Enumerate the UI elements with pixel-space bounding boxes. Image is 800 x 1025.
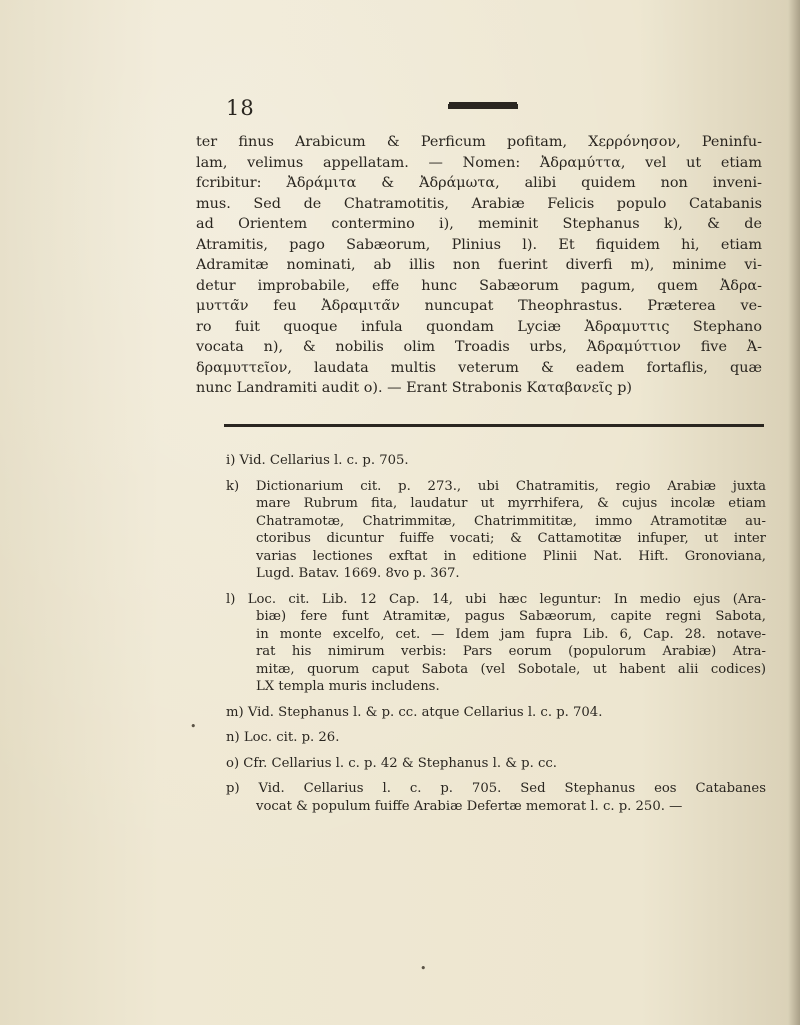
footnote-line: p) Vid. Cellarius l. c. p. 705. Sed Stephanus eos Catabanes (226, 781, 766, 796)
text-line: Atramitis, pago Sabæorum, Plinius l). Et fiquidem hi, etiam (196, 236, 762, 253)
page-number: 18 (226, 96, 255, 120)
page-edge-shadow (788, 0, 800, 1025)
text-line: ad Orientem contermino i), meminit Stephanus k), & de (196, 216, 762, 232)
text-line: ter finus Arabicum & Perficum pofitam, Χερρόνησον, Peninfu- (196, 134, 762, 150)
footnote-line: biæ) fere funt Atramitæ, pagus Sabæorum, capite regni Sabota, (256, 609, 766, 624)
paper-speck: • (420, 962, 427, 975)
text-line: δραμυττεῖον, laudata multis veterum & eadem fortaflis, quæ (196, 359, 762, 376)
main-text-block (196, 132, 762, 399)
footnote-line: varias lectiones exftat in editione Plinii Nat. Hift. Gronoviana, (256, 548, 766, 564)
text-line: ro fuit quoque infula quondam Lyciæ Ἀδραμυττις Stephano (196, 318, 762, 335)
footnote-line: l) Loc. cit. Lib. 12 Cap. 14, ubi hæc leguntur: In medio ejus (Ara- (226, 591, 766, 607)
footnote-line: Chatramotæ, Chatrimmitæ, Chatrimmititæ, immo Atramotitæ au- (256, 513, 766, 529)
text-line: mus. Sed de Chatramotitis, Arabiæ Felicis populo Catabanis (196, 195, 762, 212)
footnote-line: ctoribus dicuntur fuiffe vocati; & Cattamotitæ infuper, ut inter (256, 531, 766, 546)
footnote-line: n) Loc. cit. p. 26. (226, 730, 340, 745)
text-line: detur improbabile, effe hunc Sabæorum pagum, quem Ἀδρα- (196, 277, 762, 294)
text-line: vocata n), & nobilis olim Troadis urbs, Ἀδραμύττιον five Ἀ- (196, 339, 762, 355)
footnote-line: i) Vid. Cellarius l. c. p. 705. (226, 453, 409, 468)
footnote-line: in monte excelfo, cet. — Idem jam fupra Lib. 6, Cap. 28. notave- (256, 626, 766, 642)
text-line: Adramitæ nominati, ab illis non fuerint diverfi m), minime vi- (196, 257, 762, 273)
text-line: lam, velimus appellatam. — Nomen: Ἀδραμύττα, vel ut etiam (196, 154, 762, 171)
footnote-o (226, 755, 766, 773)
paper-speck: • (190, 720, 197, 733)
header-ornament-rule (448, 104, 518, 109)
footnote-line: vocat & populum fuiffe Arabiæ Defertæ memorat l. c. p. 250. — (256, 798, 683, 814)
footnote-line: Lugd. Batav. 1669. 8vo p. 367. (256, 566, 460, 581)
footnote-line: m) Vid. Stephanus l. & p. cc. atque Cellarius l. c. p. 704. (226, 704, 603, 720)
footnote-p (226, 780, 766, 815)
footnote-line: rat his nimirum verbis: Pars eorum (populorum Arabiæ) Atra- (256, 644, 766, 659)
footnote-line: LX templa muris includens. (256, 679, 440, 694)
footnote-line: o) Cfr. Cellarius l. c. p. 42 & Stephanus l. & p. cc. (226, 755, 557, 771)
footnote-line: k) Dictionarium cit. p. 273., ubi Chatramitis, regio Arabiæ juxta (226, 478, 766, 494)
footnote-separator-rule (224, 424, 764, 427)
footnote-k (226, 478, 766, 583)
text-line: μυττα̃ν feu Ἀδραμιτα̃ν nuncupat Theophrastus. Præterea ve- (196, 298, 762, 314)
footnote-m (226, 704, 766, 722)
footnote-i (226, 452, 766, 470)
footnote-l (226, 591, 766, 696)
footnote-line: mitæ, quorum caput Sabota (vel Sobotale, ut habent alii codices) (256, 661, 766, 677)
text-line: fcribitur: Ἀδράμιτα & Ἀδράμωτα, alibi quidem non inveni- (196, 175, 762, 191)
footnote-n (226, 729, 766, 747)
text-line: nunc Landramiti audit o). — Erant Strabonis Καταβανεῖς p) (196, 380, 633, 396)
footnotes-block (226, 452, 766, 823)
footnote-line: mare Rubrum fita, laudatur ut myrrhifera, & cujus incolæ etiam (256, 496, 766, 511)
